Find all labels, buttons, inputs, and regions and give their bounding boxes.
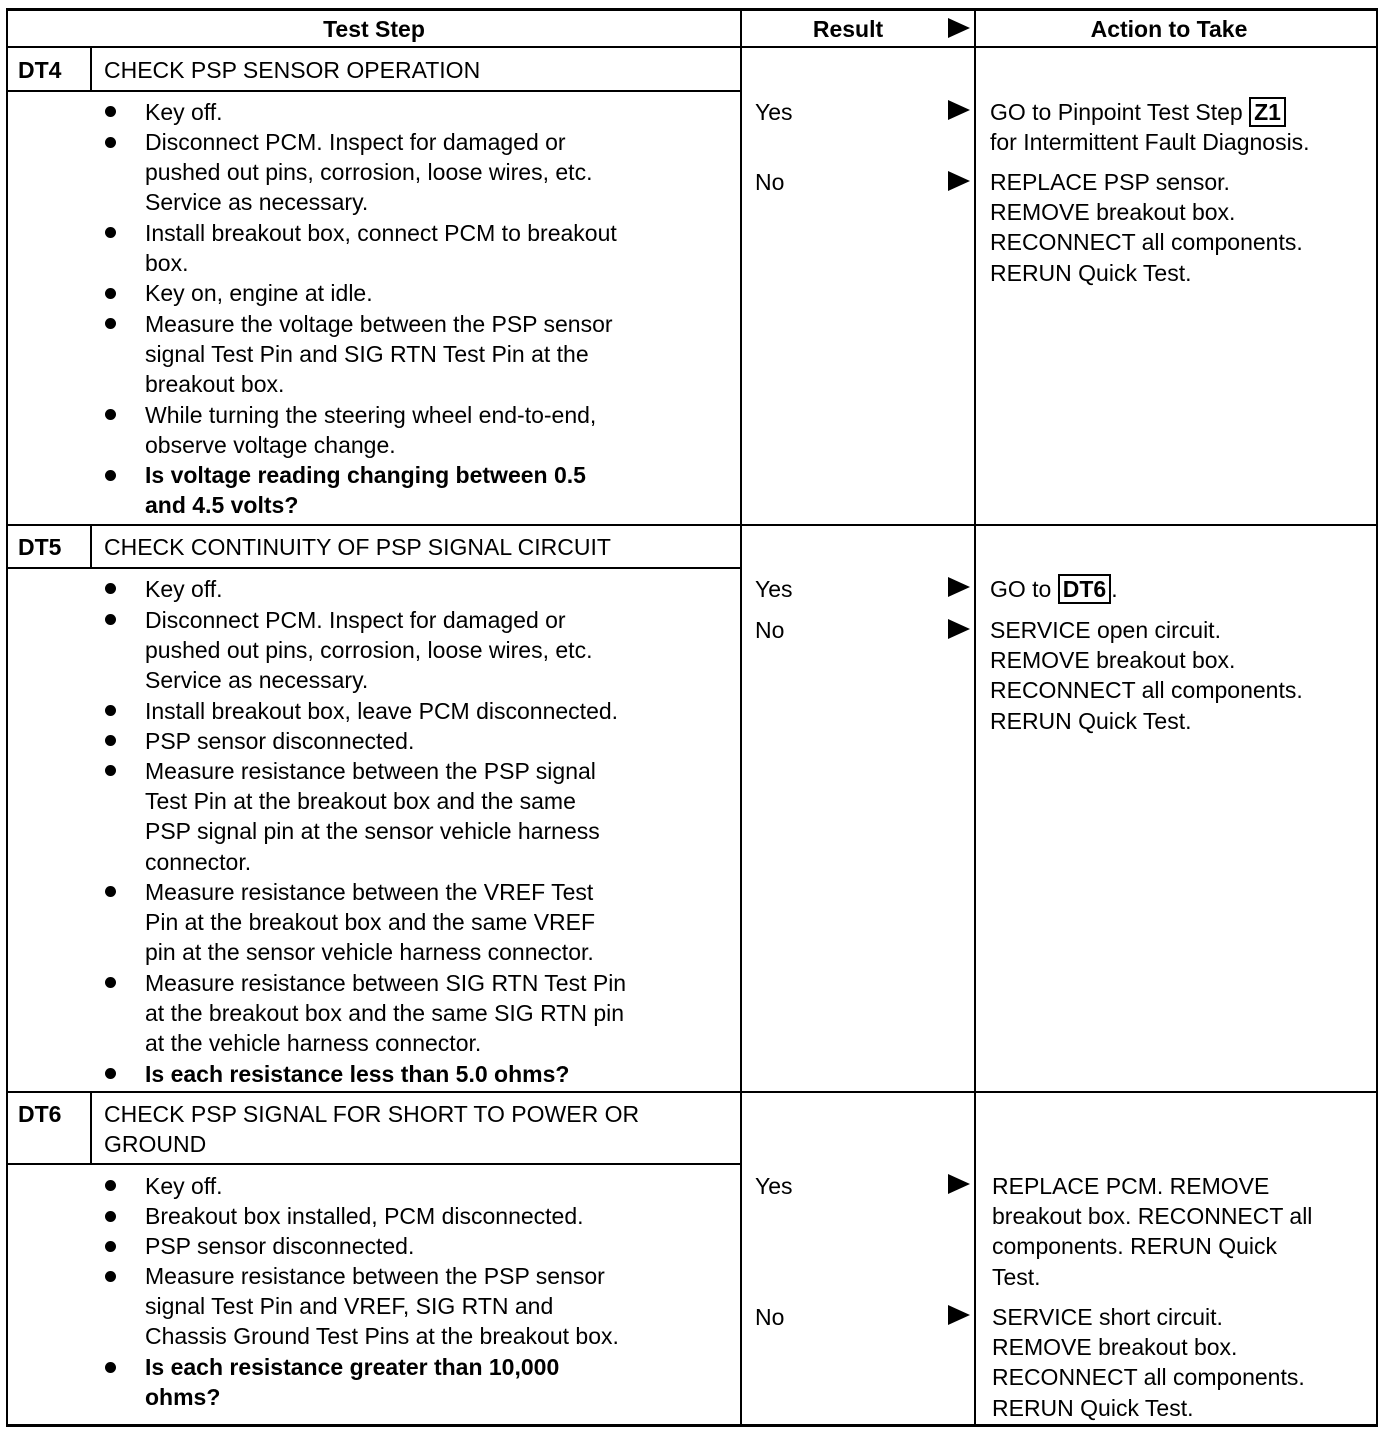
dt4-proc-6: While turning the steering wheel end-to-end, observe voltage change. xyxy=(145,402,597,459)
bullet-icon xyxy=(105,705,116,716)
arrow-icon xyxy=(948,1174,970,1194)
dt6-result-yes: Yes xyxy=(755,1173,793,1199)
dt4-proc-5: Measure the voltage between the PSP sensor signal Test Pin and SIG RTN Test Pin at the breakout box. xyxy=(145,311,613,398)
table-right-border xyxy=(1376,8,1378,1426)
dt6-proc-4: Measure resistance between the PSP sensor signal Test Pin and VREF, SIG RTN and Chassis Ground Test Pins at the breakout box. xyxy=(145,1263,619,1350)
bullet-icon xyxy=(105,1068,116,1079)
col-divider-result xyxy=(740,8,742,1426)
bullet-icon xyxy=(105,977,116,988)
bullet-icon xyxy=(105,886,116,897)
header-test-step: Test Step xyxy=(323,16,425,42)
dt6-id-divider xyxy=(90,1092,92,1163)
dt5-proc-5: Measure resistance between the PSP signal Test Pin at the breakout box and the same PSP signal pin at the sensor vehicle harness connector. xyxy=(145,758,600,875)
bullet-icon xyxy=(105,409,116,420)
bullet-icon xyxy=(105,1211,116,1222)
dt5-action-no: SERVICE open circuit. REMOVE breakout box. RECONNECT all components. RERUN Quick Test. xyxy=(990,617,1303,734)
dt5-step-title: CHECK CONTINUITY OF PSP SIGNAL CIRCUIT xyxy=(104,534,611,560)
dt4-id-divider xyxy=(90,47,92,90)
table-bottom-border xyxy=(6,1424,1378,1427)
bullet-icon xyxy=(105,583,116,594)
bullet-icon xyxy=(105,1362,116,1373)
bullet-icon xyxy=(105,288,116,299)
bullet-icon xyxy=(105,1241,116,1252)
dt5-title-underline xyxy=(6,567,740,569)
bullet-icon xyxy=(105,1271,116,1282)
dt4-proc-4: Key on, engine at idle. xyxy=(145,280,373,306)
dt5-id-divider xyxy=(90,525,92,567)
dt5-proc-2: Disconnect PCM. Inspect for damaged or pushed out pins, corrosion, loose wires, etc. Service as necessary. xyxy=(145,607,593,694)
dt6-title-underline xyxy=(6,1163,740,1165)
dt6-proc-2: Breakout box installed, PCM disconnected. xyxy=(145,1203,584,1229)
header-arrow-icon xyxy=(948,18,970,38)
dt4-proc-3: Install breakout box, connect PCM to breakout box. xyxy=(145,220,617,277)
dt5-proc-question: Is each resistance less than 5.0 ohms? xyxy=(145,1061,570,1087)
dt4-action-yes: GO to Pinpoint Test Step Z1 for Intermittent Fault Diagnosis. xyxy=(990,99,1310,156)
arrow-icon xyxy=(948,577,970,597)
step-ref-dt6: DT6 xyxy=(1058,574,1111,604)
table-left-border xyxy=(6,8,8,1426)
dt6-step-title: CHECK PSP SIGNAL FOR SHORT TO POWER OR GROUND xyxy=(104,1101,640,1158)
dt4-step-title: CHECK PSP SENSOR OPERATION xyxy=(104,57,481,83)
dt6-proc-question: Is each resistance greater than 10,000 ohms? xyxy=(145,1354,560,1411)
dt6-step-id: DT6 xyxy=(18,1101,62,1127)
bullet-icon xyxy=(105,227,116,238)
bullet-icon xyxy=(105,106,116,117)
dt5-result-yes: Yes xyxy=(755,576,793,602)
dt4-proc-question: Is voltage reading changing between 0.5 and 4.5 volts? xyxy=(145,462,586,519)
arrow-icon xyxy=(948,171,970,191)
bullet-icon xyxy=(105,765,116,776)
dt5-proc-1: Key off. xyxy=(145,576,223,602)
header-divider xyxy=(6,46,1378,48)
dt6-result-no: No xyxy=(755,1304,785,1330)
dt5-action-yes: GO to DT6 . xyxy=(990,576,1118,602)
row-divider-dt5 xyxy=(6,524,1378,526)
dt5-proc-7: Measure resistance between SIG RTN Test Pin at the breakout box and the same SIG RTN pin at the vehicle harness connector. xyxy=(145,970,627,1057)
dt4-proc-2: Disconnect PCM. Inspect for damaged or pushed out pins, corrosion, loose wires, etc. Service as necessary. xyxy=(145,129,593,216)
dt4-proc-1: Key off. xyxy=(145,99,223,125)
bullet-icon xyxy=(105,470,116,481)
dt6-proc-1: Key off. xyxy=(145,1173,223,1199)
header-action: Action to Take xyxy=(1090,16,1248,42)
arrow-icon xyxy=(948,100,970,120)
dt4-title-underline xyxy=(6,90,740,92)
row-divider-dt6 xyxy=(6,1091,1378,1093)
dt5-step-id: DT5 xyxy=(18,534,62,560)
bullet-icon xyxy=(105,1180,116,1191)
dt6-action-yes: REPLACE PCM. REMOVE breakout box. RECONNECT all components. RERUN Quick Test. xyxy=(992,1173,1313,1290)
bullet-icon xyxy=(105,137,116,148)
dt5-proc-3: Install breakout box, leave PCM disconnected. xyxy=(145,698,619,724)
bullet-icon xyxy=(105,318,116,329)
table-top-border xyxy=(6,8,1378,11)
bullet-icon xyxy=(105,735,116,746)
dt4-action-no: REPLACE PSP sensor. REMOVE breakout box. RECONNECT all components. RERUN Quick Test. xyxy=(990,169,1303,286)
dt5-proc-6: Measure resistance between the VREF Test Pin at the breakout box and the same VREF pin at the sensor vehicle harness connector. xyxy=(145,879,596,966)
col-divider-action xyxy=(974,8,976,1426)
dt4-result-yes: Yes xyxy=(755,99,793,125)
dt5-proc-4: PSP sensor disconnected. xyxy=(145,728,415,754)
dt4-result-no: No xyxy=(755,169,785,195)
header-result: Result xyxy=(812,16,884,42)
dt5-result-no: No xyxy=(755,617,785,643)
dt4-step-id: DT4 xyxy=(18,57,62,83)
bullet-icon xyxy=(105,614,116,625)
dt6-proc-3: PSP sensor disconnected. xyxy=(145,1233,415,1259)
dt6-action-no: SERVICE short circuit. REMOVE breakout box. RECONNECT all components. RERUN Quick Test. xyxy=(992,1304,1305,1421)
arrow-icon xyxy=(948,1305,970,1325)
arrow-icon xyxy=(948,619,970,639)
step-ref-z1: Z1 xyxy=(1249,97,1286,127)
